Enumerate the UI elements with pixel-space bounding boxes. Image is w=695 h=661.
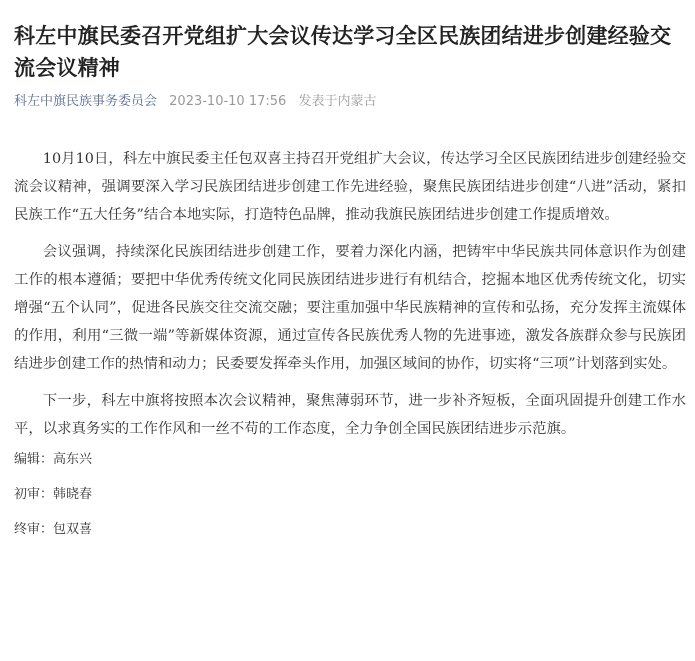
paragraph: 10月10日，科左中旗民委主任包双喜主持召开党组扩大会议，传达学习全区民族团结进步创建经验交流会议精神，强调要深入学习民族团结进步创建工作先进经验，聚焦民族团结进步创建“八进”活动，紧扣民族工作“五大任务”结合本地实际，打造特色品牌，推动我旗民族团结进步创建工作提质增效。 — [14, 151, 686, 224]
publish-time: 2023-10-10 17:56 — [169, 94, 287, 109]
editor-credit: 编辑：高东兴 — [14, 452, 93, 468]
publish-location: 发表于内蒙古 — [298, 94, 377, 109]
article-credits — [14, 451, 686, 539]
first-review-credit: 初审：韩晓春 — [14, 487, 93, 503]
article — [14, 0, 686, 556]
paragraph: 会议强调，持续深化民族团结进步创建工作，要着力深化内涵，把铸牢中华民族共同体意识作为创建工作的根本遵循；要把中华优秀传统文化同民族团结进步进行有机结合，挖掘本地区优秀传统文化，切实增强“五个认同”，促进各民族交往交流交融；要注重加强中华民族精神的宣传和弘扬，充分发挥主流媒体的作用，利用“三微一端”等新媒体资源，通过宣传各民族优秀人物的先进事迹，激发各族群众参与民族团结进步创建工作的热情和动力；民委要发挥牵头作用，加强区域间的协作，切实将“三项”计划落到实处。 — [14, 243, 686, 373]
article-title: 科左中旗民委召开党组扩大会议传达学习全区民族团结进步创建经验交流会议精神 — [14, 24, 672, 80]
paragraph: 下一步，科左中旗将按照本次会议精神，聚焦薄弱环节，进一步补齐短板，全面巩固提升创建工作水平，以求真务实的工作作风和一丝不苟的工作态度，全力争创全国民族团结进步示范旗。 — [14, 392, 686, 437]
article-meta — [14, 92, 686, 112]
account-name-link[interactable]: 科左中旗民族事务委员会 — [14, 94, 158, 109]
final-review-credit: 终审：包双喜 — [14, 522, 93, 538]
article-content — [14, 145, 686, 443]
